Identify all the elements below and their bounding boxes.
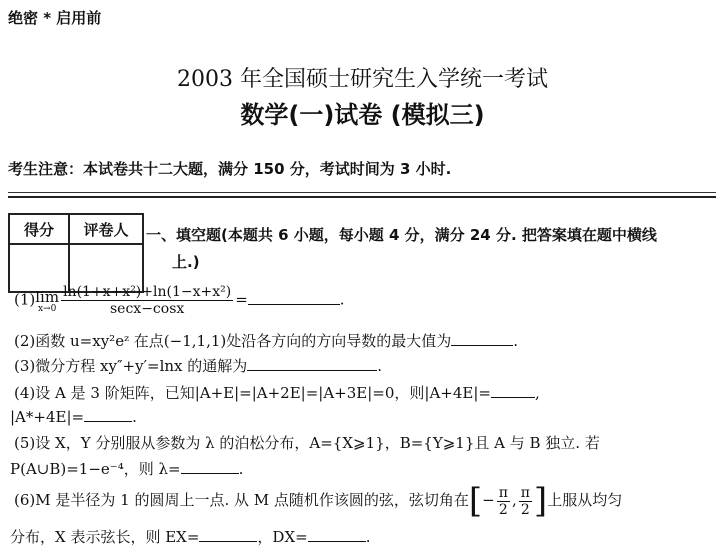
q3-text: (3)微分方程 xy″+y′=lnx 的通解为: [14, 357, 248, 375]
candidate-notice: 考生注意：本试卷共十二大题，满分 150 分，考试时间为 3 小时.: [8, 160, 452, 178]
q4-text-line1: (4)设 A 是 3 阶矩阵，已知|A+E|=|A+2E|=|A+3E|=0，则|A+4E|=: [14, 384, 491, 402]
q6-minus: −: [482, 491, 495, 509]
grader-header: 评卷人: [69, 214, 143, 244]
divider-thin: [8, 192, 716, 193]
q1-answer-blank[interactable]: [248, 290, 340, 305]
q6-text-line2a: 分布，X 表示弦长，则 EX=: [10, 528, 200, 546]
question-4-cont: [10, 407, 137, 426]
question-5-cont: [10, 458, 243, 479]
q6-comma: ,: [511, 491, 517, 509]
divider-thick: [8, 196, 716, 198]
q4-period: .: [132, 408, 137, 426]
q6-text-part2: 上服从均匀: [547, 491, 623, 509]
q6-answer-blank-dx[interactable]: [308, 527, 366, 542]
score-table: [8, 213, 144, 293]
question-2: [14, 330, 518, 351]
q6-text-line2b: ，DX=: [257, 528, 308, 546]
q2-answer-blank[interactable]: [451, 331, 513, 346]
q1-equals: =: [235, 290, 248, 309]
score-header: 得分: [9, 214, 69, 244]
q1-fraction: [61, 284, 233, 317]
q2-text: (2)函数 u=xy²eᶻ 在点(−1,1,1)处沿各方向的方向导数的最大值为: [14, 332, 452, 350]
q6-fraction-b: $\frac{\pi}{2}$: [520, 484, 530, 518]
secret-label: 绝密 * 启用前: [8, 9, 102, 27]
q1-numerator: ln(1+x+x²)+ln(1−x+x²): [63, 284, 232, 300]
q6-right-bracket: ]: [533, 481, 548, 521]
q6-fraction-a: $\frac{\pi}{2}$: [498, 484, 508, 518]
q4-text-line2: |A*+4E|=: [10, 408, 85, 426]
exam-title: 2003 年全国硕士研究生入学统一考试: [177, 67, 548, 92]
q1-denominator: secx−cosx: [109, 301, 185, 317]
question-6: [14, 481, 623, 521]
q4-answer-blank-1[interactable]: [491, 383, 535, 398]
q5-text-line2: P(A∪B)=1−e⁻⁴，则 λ=: [10, 460, 181, 478]
question-4: [14, 382, 540, 403]
q6-end: .: [365, 528, 371, 546]
q4-answer-blank-2[interactable]: [84, 407, 132, 422]
q4-comma: ,: [534, 384, 540, 402]
section-heading-cont: 上.): [172, 253, 200, 271]
q5-answer-blank[interactable]: [181, 459, 239, 474]
q1-period: .: [339, 290, 345, 309]
question-6-cont: [10, 526, 370, 547]
q6-text-part1: (6)M 是半径为 1 的圆周上一点. 从 M 点随机作该圆的弦，弦切角在: [14, 491, 469, 509]
q3-period: .: [377, 357, 383, 375]
q6-left-bracket: [: [468, 481, 483, 521]
q1-prefix: (1): [14, 290, 36, 309]
q2-period: .: [513, 332, 519, 350]
q6-answer-blank-ex[interactable]: [199, 527, 257, 542]
question-1: [14, 284, 345, 317]
q1-limit: lim x→0: [35, 287, 60, 314]
q5-text-line1: (5)设 X，Y 分别服从参数为 λ 的泊松分布，A={X⩾1}，B={Y⩾1}且 A 与 B 独立. 若: [14, 434, 600, 452]
section-heading: 一、填空题(本题共 6 小题，每小题 4 分，满分 24 分. 把答案填在题中横线: [146, 226, 657, 244]
question-3: [14, 355, 382, 376]
exam-subtitle: 数学(一)试卷 (模拟三): [240, 101, 485, 129]
q3-answer-blank[interactable]: [247, 356, 377, 371]
question-5: [14, 432, 600, 453]
q5-period: .: [238, 460, 244, 478]
